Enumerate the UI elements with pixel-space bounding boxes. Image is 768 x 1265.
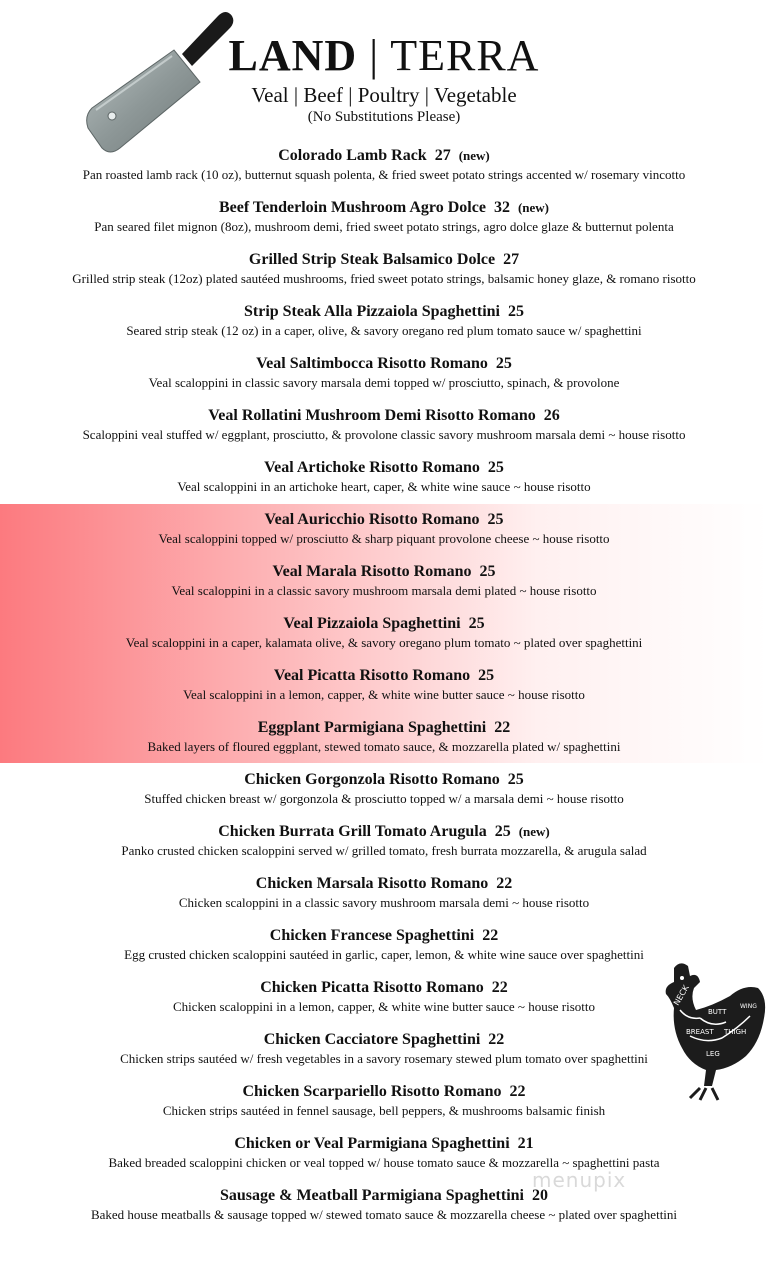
- chicken-butcher-chart-icon: [660, 958, 768, 1108]
- substitution-note: (No Substitutions Please): [307, 109, 461, 125]
- item-price: 25: [495, 355, 512, 372]
- item-price: 25: [468, 615, 485, 632]
- menu-item: [0, 1079, 768, 1131]
- item-description: Chicken strips sautéed in fennel sausage, bell peppers, & mushrooms balsamic finish: [162, 1103, 606, 1118]
- item-price: 22: [509, 1083, 526, 1100]
- item-description: Grilled strip steak (12oz) plated sautéed mushrooms, fried sweet potato strings, balsamic honey glaze, & romano risotto: [72, 271, 696, 286]
- item-tag: (new): [518, 824, 550, 839]
- item-name: Grilled Strip Steak Balsamico Dolce: [248, 251, 496, 268]
- item-price: 26: [543, 407, 560, 424]
- svg-text:WING: WING: [740, 1003, 757, 1010]
- menu-item: [0, 767, 768, 819]
- menu-header: [0, 0, 768, 140]
- menu-item: [0, 403, 768, 455]
- menu-item: [0, 1027, 768, 1079]
- item-price: 22: [496, 875, 513, 892]
- title-land: LAND: [228, 31, 358, 80]
- item-description: Veal scaloppini topped w/ prosciutto & sharp piquant provolone cheese ~ house risotto: [158, 531, 610, 546]
- item-name: Chicken Picatta Risotto Romano: [260, 979, 484, 996]
- item-name: Beef Tenderloin Mushroom Agro Dolce: [218, 199, 486, 216]
- menu-item: [0, 247, 768, 299]
- menu-item: [0, 299, 768, 351]
- item-description: Chicken scaloppini in a classic savory mushroom marsala demi ~ house risotto: [178, 895, 590, 910]
- item-name: Chicken Francese Spaghettini: [269, 927, 475, 944]
- page-subtitle: Veal | Beef | Poultry | Vegetable: [251, 83, 517, 107]
- item-tag: (new): [458, 148, 490, 163]
- item-description: Veal scaloppini in a classic savory mushroom marsala demi plated ~ house risotto: [171, 583, 597, 598]
- item-name: Chicken Burrata Grill Tomato Arugula: [218, 823, 487, 840]
- menu-item: [0, 1131, 768, 1183]
- item-price: 25: [494, 823, 511, 840]
- menu-item: [0, 975, 768, 1027]
- item-name: Strip Steak Alla Pizzaiola Spaghettini: [243, 303, 500, 320]
- item-price: 27: [434, 147, 451, 164]
- menu-item: [0, 143, 768, 195]
- item-name: Veal Auricchio Risotto Romano: [264, 511, 480, 528]
- item-description: Seared strip steak (12 oz) in a caper, olive, & savory oregano red plum tomato sauce w/ spaghettini: [126, 323, 642, 338]
- menu-item: [0, 507, 768, 559]
- item-description: Baked house meatballs & sausage topped w/ stewed tomato sauce & mozzarella cheese ~ plated over spaghettini: [90, 1207, 678, 1222]
- item-price: 25: [479, 563, 496, 580]
- item-price: 22: [494, 719, 511, 736]
- menu-item: [0, 559, 768, 611]
- menu-item: [0, 351, 768, 403]
- svg-text:BUTT: BUTT: [708, 1008, 727, 1016]
- item-description: Veal scaloppini in an artichoke heart, caper, & white wine sauce ~ house risotto: [177, 479, 591, 494]
- item-price: 25: [507, 771, 524, 788]
- item-name: Veal Rollatini Mushroom Demi Risotto Romano: [208, 407, 536, 424]
- item-name: Veal Marala Risotto Romano: [272, 563, 472, 580]
- item-price: 25: [487, 459, 504, 476]
- menu-item: [0, 923, 768, 975]
- item-price: 22: [482, 927, 499, 944]
- item-name: Chicken Scarpariello Risotto Romano: [242, 1083, 502, 1100]
- item-description: Baked layers of floured eggplant, stewed tomato sauce, & mozzarella plated w/ spaghettini: [147, 739, 621, 754]
- item-price: 27: [503, 251, 520, 268]
- item-price: 25: [487, 511, 504, 528]
- svg-text:LEG: LEG: [706, 1050, 720, 1058]
- watermark: menupix: [532, 1168, 627, 1192]
- item-price: 25: [508, 303, 524, 320]
- item-description: Egg crusted chicken scaloppini sautéed in garlic, caper, lemon, & white wine sauce over spaghettini: [124, 947, 644, 962]
- menu-item: [0, 611, 768, 663]
- item-description: Scaloppini veal stuffed w/ eggplant, prosciutto, & provolone classic savory mushroom marsala demi ~ house risotto: [82, 427, 686, 442]
- item-price: 22: [488, 1031, 505, 1048]
- menu-item: [0, 871, 768, 923]
- menu-item: [0, 663, 768, 715]
- menu-item: [0, 715, 768, 767]
- item-name: Veal Picatta Risotto Romano: [273, 667, 471, 684]
- item-name: Veal Artichoke Risotto Romano: [264, 459, 480, 476]
- item-name: Veal Saltimbocca Risotto Romano: [256, 355, 488, 372]
- menu-item: [0, 195, 768, 247]
- item-name: Veal Pizzaiola Spaghettini: [283, 615, 461, 632]
- item-name: Chicken Marsala Risotto Romano: [255, 875, 489, 892]
- item-description: Pan roasted lamb rack (10 oz), butternut squash polenta, & fried sweet potato strings accented w/ rosemary vincotto: [82, 167, 686, 182]
- item-description: Veal scaloppini in classic savory marsala demi topped w/ prosciutto, spinach, & provolone: [148, 375, 620, 390]
- item-name: Chicken or Veal Parmigiana Spaghettini: [234, 1135, 510, 1152]
- item-price: 20: [532, 1187, 548, 1204]
- item-description: Veal scaloppini in a lemon, capper, & white wine butter sauce ~ house risotto: [183, 687, 585, 702]
- title-terra: | TERRA: [357, 31, 540, 80]
- item-price: 21: [517, 1135, 534, 1152]
- item-name: Eggplant Parmigiana Spaghettini: [257, 719, 487, 736]
- menu-item: [0, 819, 768, 871]
- svg-text:NECK: NECK: [671, 983, 691, 1007]
- item-description: Panko crusted chicken scaloppini served w/ grilled tomato, fresh burrata mozzarella, & arugula salad: [121, 843, 647, 858]
- menu-list: [0, 143, 768, 1235]
- item-name: Chicken Gorgonzola Risotto Romano: [244, 771, 500, 788]
- item-description: Pan seared filet mignon (8oz), mushroom demi, fried sweet potato strings, agro dolce glaze & butternut polenta: [94, 219, 674, 234]
- item-tag: (new): [517, 200, 549, 215]
- item-description: Chicken strips sautéed w/ fresh vegetables in a savory rosemary stewed plum tomato over spaghettini: [120, 1051, 648, 1066]
- svg-text:THIGH: THIGH: [724, 1028, 747, 1036]
- page-title: [0, 30, 768, 82]
- item-name: Sausage & Meatball Parmigiana Spaghettini: [219, 1187, 524, 1204]
- svg-text:BREAST: BREAST: [686, 1028, 714, 1036]
- item-description: Stuffed chicken breast w/ gorgonzola & prosciutto topped w/ a marsala demi ~ house risotto: [144, 791, 624, 806]
- item-description: Chicken scaloppini in a lemon, capper, & white wine butter sauce ~ house risotto: [172, 999, 596, 1014]
- item-name: Colorado Lamb Rack: [278, 147, 427, 164]
- menu-item: [0, 455, 768, 507]
- item-name: Chicken Cacciatore Spaghettini: [263, 1031, 481, 1048]
- item-price: 22: [491, 979, 508, 996]
- item-description: Veal scaloppini in a caper, kalamata olive, & savory oregano plum tomato ~ plated over spaghettini: [125, 635, 643, 650]
- menu-item: [0, 1183, 768, 1235]
- item-description: Baked breaded scaloppini chicken or veal topped w/ house tomato sauce & mozzarella ~ spaghettini pasta: [108, 1155, 660, 1170]
- item-price: 32: [493, 199, 510, 216]
- item-price: 25: [478, 667, 495, 684]
